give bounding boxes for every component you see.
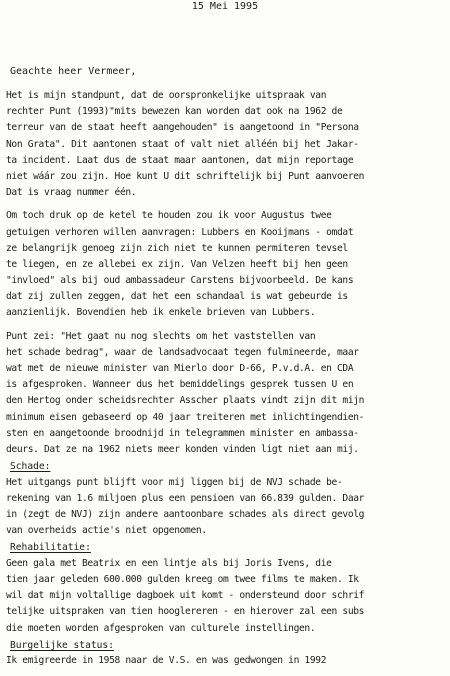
text-line: van overheids actie's niet opgenomen. [6, 525, 207, 537]
text-line: rekening van 1.6 miljoen plus een pensioen van 66.839 gulden. Daar [6, 492, 365, 504]
text-line: te liegen, en ze allebei ex zijn. Van Velzen heeft bij hen geen [6, 258, 348, 270]
text-line: getuigen verhoren willen aanvragen: Lubbers en Kooijmans - omdat [6, 226, 354, 238]
text-line: terreur van de staat heeft aangehouden" is aangetoond in "Persona [6, 122, 359, 134]
section-schade [6, 460, 446, 539]
letter-date: 15 Mei 1995 [191, 1, 259, 12]
text-line: is afgesproken. Wanneer dus het bemiddelings gesprek tussen U en [6, 379, 354, 391]
text-line: Het is mijn standpunt, dat de oorspronkelijke uitspraak van [6, 90, 327, 101]
text-line: Dat is vraag nummer één. [6, 187, 137, 199]
paragraph-punt [6, 329, 446, 459]
letter-body [6, 88, 446, 670]
text-line: "invloed" als bij oud ambassadeur Carstens bijvoorbeeld. De kans [6, 275, 354, 287]
text-line: aanzienlijk. Bovendien heb ik enkele brieven van Lubbers. [6, 307, 316, 319]
text-line: ta incident. Laat dus de staat maar aantonen, dat mijn reportage [6, 154, 354, 166]
text-line: tien jaar geleden 600.000 gulden kreeg om twee films te maken. Ik [6, 574, 359, 586]
section-heading: Rehabilitatie: [10, 542, 91, 554]
text-line: minimum eisen gebaseerd op 40 jaar treiteren met inlichtingendien- [6, 411, 365, 423]
text-line: sten en aangetoonde broodnijd in telegrammen minister en ambassa- [6, 427, 359, 439]
text-line: die moeten worden afgesproken van culturele instellingen. [6, 622, 316, 634]
section-heading: Burgelijke status: [10, 639, 114, 651]
text-line: dat zij zullen zeggen, dat het een schandaal is wat gebeurde is [6, 291, 348, 303]
text-line: den Hertog onder scheidsrechter Asscher plaats vindt zijn dit mijn [6, 395, 365, 407]
text-line: Non Grata". Dit aantonen staat of valt niet alléén bij het Jakar- [6, 138, 359, 150]
text-line: deurs. Dat ze na 1962 niets meer konden vinden ligt niet aan mij. [6, 443, 359, 455]
text-line: wil dat mijn voltallige dagboek uit komt - ondersteund door schrif [6, 590, 365, 602]
section-burgelijke-status [6, 639, 446, 670]
text-line: het schade bedrag", waar de landsadvocaat tegen fulmineerde, maar [6, 346, 359, 358]
salutation: Geachte heer Vermeer, [10, 66, 137, 77]
text-line: ze belangrijk genoeg zijn zich niet te kunnen permiteren tevsel [6, 242, 348, 254]
section-heading: Schade: [10, 461, 51, 473]
text-line: Geen gala met Beatrix en een lintje als bij Joris Ivens, die [6, 557, 332, 569]
text-line: wat met de nieuwe minister van Mierlo door D-66, P.v.d.A. en CDA [6, 363, 354, 374]
text-line: Punt zei: "Het gaat nu nog slechts om het vaststellen van [6, 330, 316, 342]
text-line: Het uitgangs punt blijft voor mij liggen bij de NVJ schade be- [6, 476, 343, 488]
text-line: telijke uitspraken van tien hooglereren - en hierover zal een subs [6, 606, 365, 618]
text-line: Ik emigreerde in 1958 naar de V.S. en was gedwongen in 1992 [6, 655, 327, 667]
text-line: in (zegt de NVJ) zijn andere aantoonbare schades als direct gevolg [6, 509, 365, 520]
text-line: Om toch druk op de ketel te houden zou ik voor Augustus twee [6, 210, 332, 222]
paragraph-standpunt [6, 88, 446, 201]
paragraph-getuigen [6, 208, 446, 321]
text-line: rechter Punt (1993)"mits bewezen kan worden dat ook na 1962 de [6, 106, 343, 118]
text-line: niet wáár zou zijn. Hoe kunt U dit schriftelijk bij Punt aanvoeren [6, 170, 365, 182]
section-rehabilitatie [6, 541, 446, 636]
